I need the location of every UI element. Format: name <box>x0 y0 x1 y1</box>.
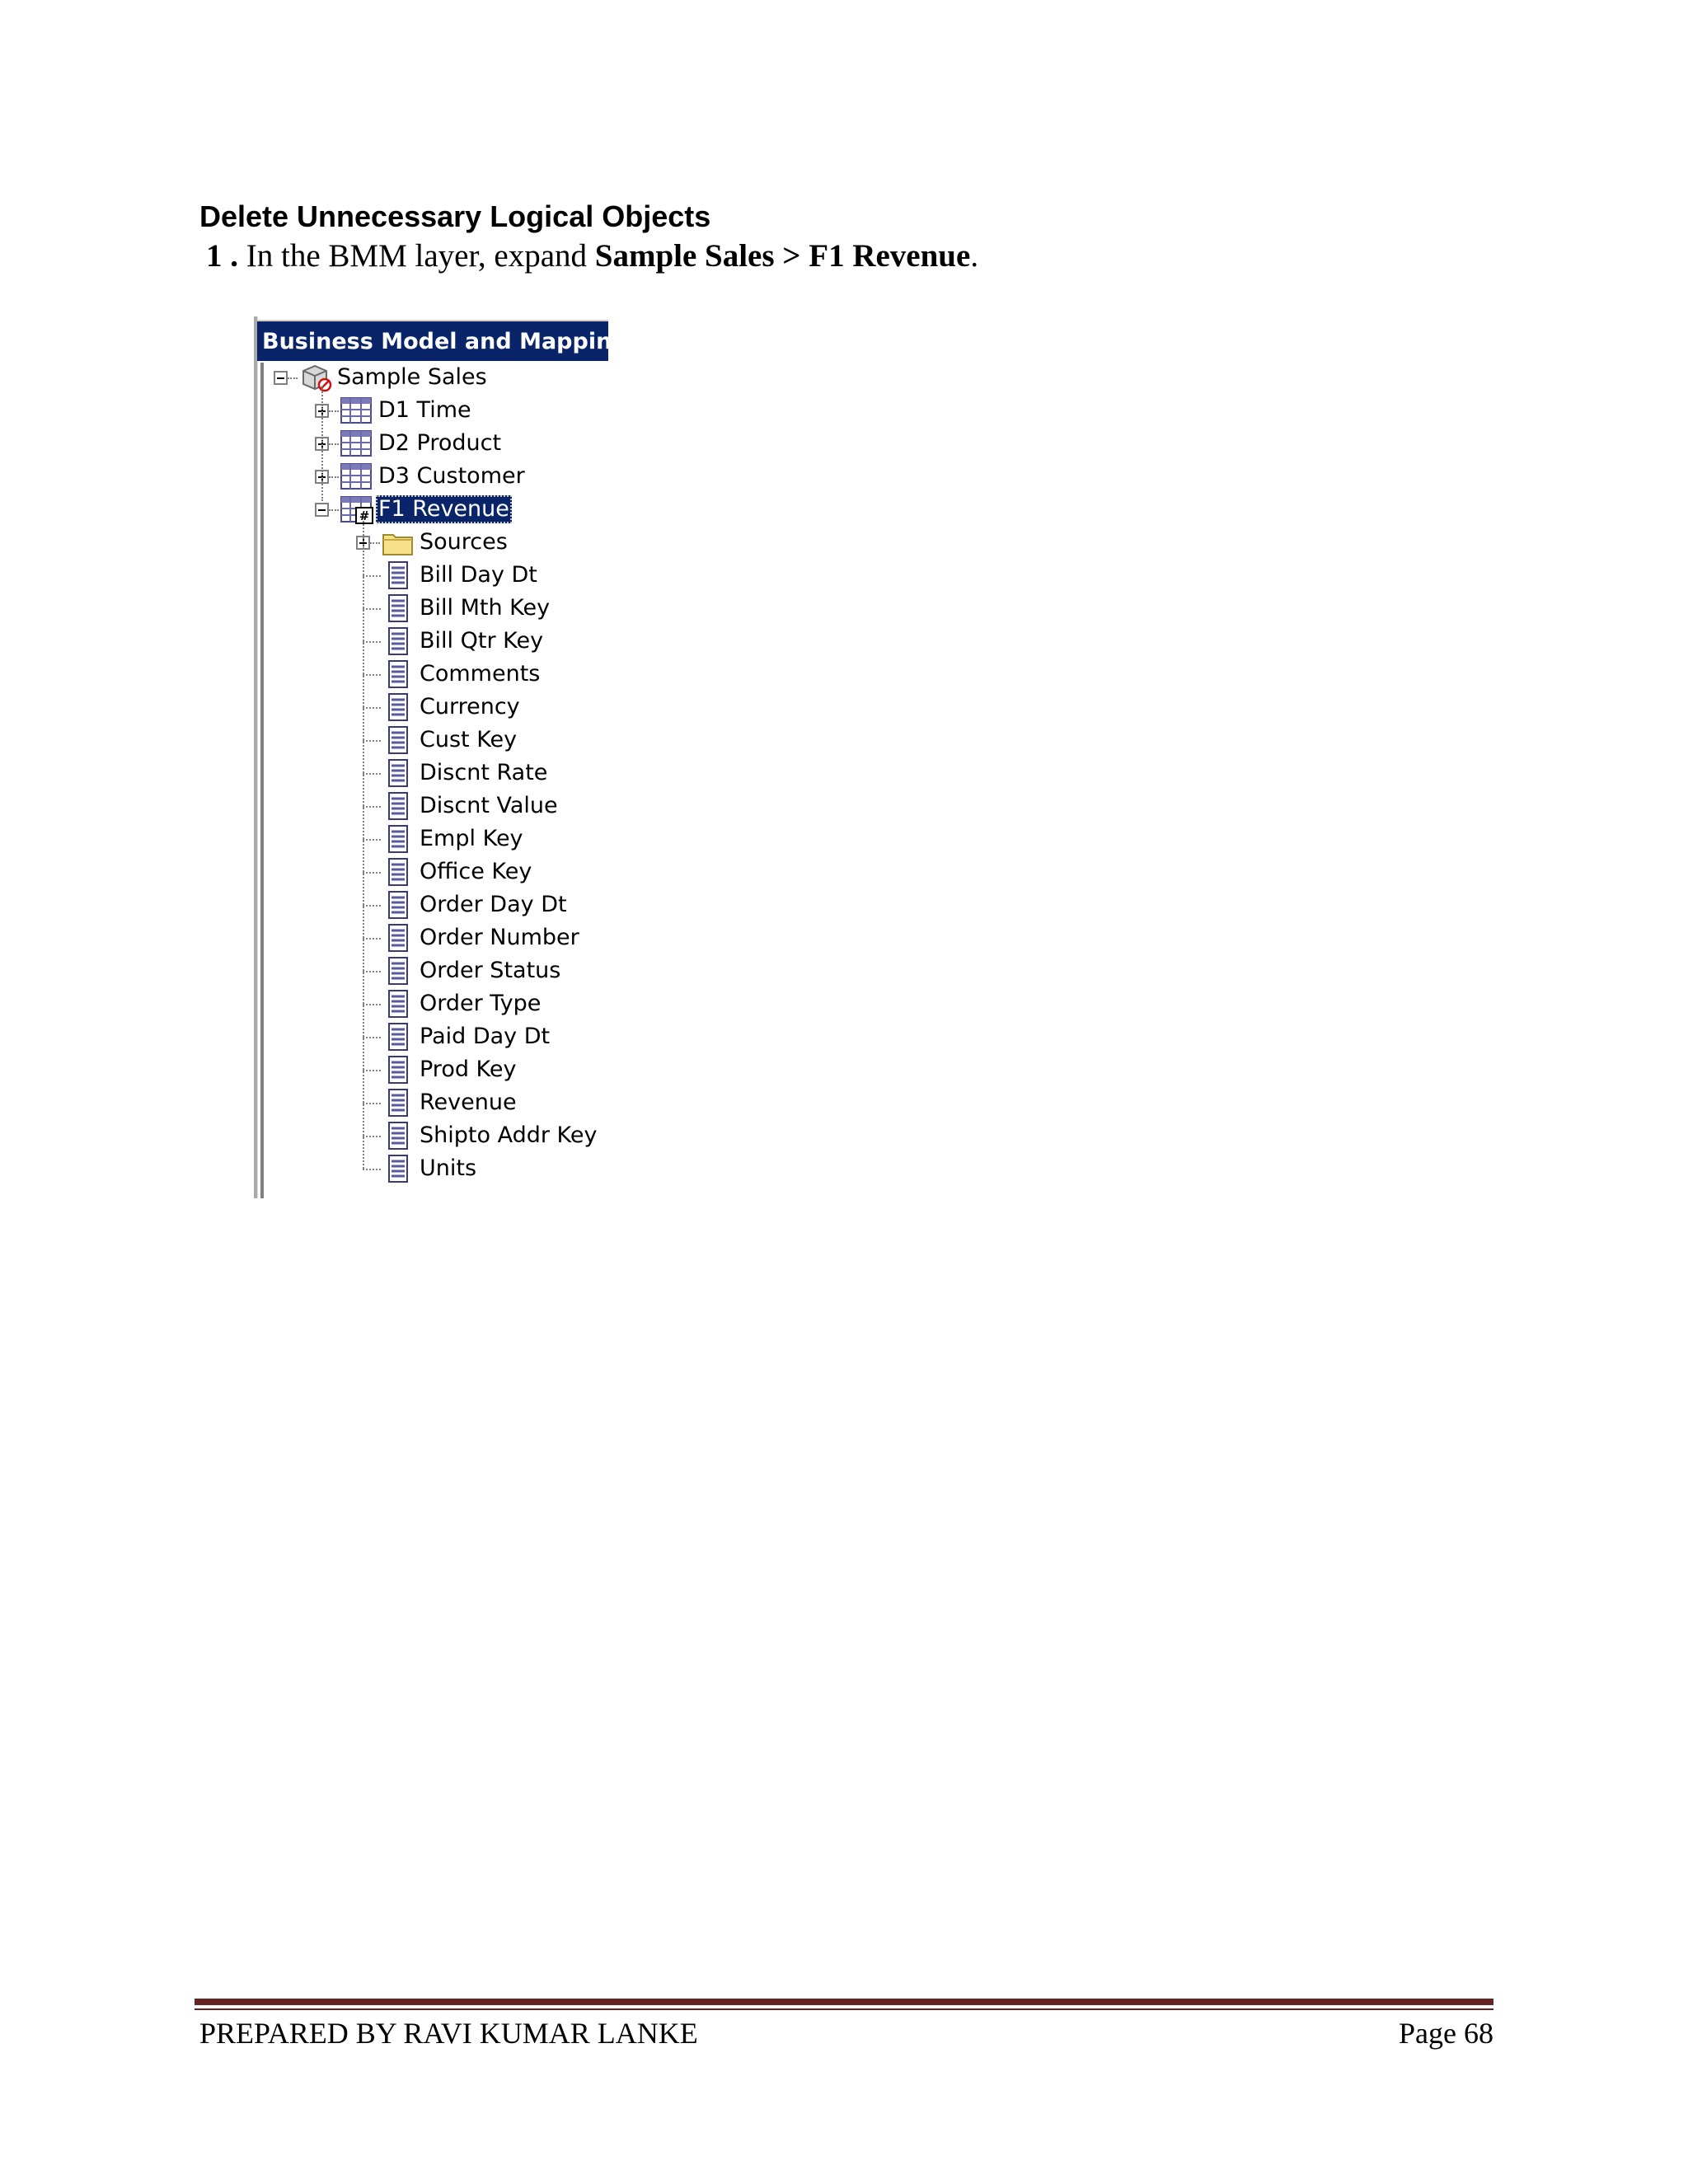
tree-connector <box>329 476 339 478</box>
column-icon <box>381 692 415 726</box>
tree-connector <box>363 707 381 709</box>
logical-table-icon <box>340 396 374 429</box>
column-icon <box>381 890 415 924</box>
tree-node-column[interactable] <box>417 724 519 757</box>
folder-icon <box>381 527 415 561</box>
tree-connector <box>363 740 381 742</box>
tree-node-label: Bill Day Dt <box>420 562 537 588</box>
tree-connector <box>363 608 381 610</box>
tree-node-label: Order Number <box>420 925 579 950</box>
tree-node-label: Discnt Rate <box>420 760 548 785</box>
tree-connector <box>329 443 339 445</box>
tree-node-column[interactable] <box>417 823 526 855</box>
tree-node-label: Revenue <box>420 1090 517 1115</box>
tree-node-label: Shipto Addr Key <box>420 1122 598 1148</box>
column-icon <box>381 1022 415 1056</box>
column-icon <box>381 857 415 891</box>
tree-connector <box>329 410 339 412</box>
column-icon <box>381 1121 415 1155</box>
tree-node-column[interactable] <box>417 625 546 658</box>
tree-node-label: Prod Key <box>420 1057 517 1082</box>
tree-node-sample-sales[interactable] <box>335 361 490 394</box>
tree-node-column[interactable] <box>417 790 560 823</box>
tree-left-border <box>260 363 264 1198</box>
tree-node-column[interactable] <box>417 1086 519 1119</box>
column-icon <box>381 1154 415 1188</box>
tree-node-column[interactable] <box>417 888 570 921</box>
column-icon <box>381 1055 415 1089</box>
step-number: 1 . <box>206 238 238 274</box>
column-icon <box>381 659 415 693</box>
collapse-toggle[interactable] <box>315 503 329 517</box>
tree-node-label: Paid Day Dt <box>420 1024 551 1049</box>
tree-connector <box>363 1004 381 1005</box>
tree-connector <box>363 674 381 676</box>
tree-node-label: D2 Product <box>378 430 502 456</box>
column-icon <box>381 989 415 1023</box>
tree-connector <box>363 575 381 577</box>
collapse-toggle[interactable] <box>274 371 288 385</box>
footer-author: PREPARED BY RAVI KUMAR LANKE <box>199 2017 698 2050</box>
tree-connector <box>363 806 381 808</box>
column-icon <box>381 923 415 957</box>
tree-connector <box>370 542 380 544</box>
tree-connector <box>363 971 381 972</box>
tree-connector <box>329 509 339 511</box>
tree-node-label: Sample Sales <box>337 364 487 390</box>
tree-node-label: Bill Qtr Key <box>420 628 544 654</box>
tree-node-column[interactable] <box>417 855 534 888</box>
panel-frame <box>254 316 258 1198</box>
section-heading: Delete Unnecessary Logical Objects <box>199 199 711 233</box>
tree-node-label: Units <box>420 1155 477 1181</box>
tree-node-column[interactable] <box>417 559 540 592</box>
column-icon <box>381 956 415 990</box>
tree-node-column[interactable] <box>417 1119 600 1152</box>
tree-node-label: F1 Revenue <box>376 495 512 523</box>
tree-node-column[interactable] <box>417 1152 479 1185</box>
step-text: In the BMM layer, expand <box>246 238 588 274</box>
tree-node-label: Comments <box>420 661 541 687</box>
column-icon <box>381 560 415 594</box>
tree-connector <box>288 377 298 379</box>
tree-connector <box>363 872 381 874</box>
tree-node-label: Empl Key <box>420 826 523 851</box>
column-icon <box>381 791 415 825</box>
tree-node-column[interactable] <box>417 1020 552 1053</box>
column-icon <box>381 758 415 792</box>
footer-rule-thin <box>195 2008 1493 2010</box>
tree-connector <box>363 905 381 907</box>
tree-connector <box>363 1037 381 1038</box>
step-text-end: . <box>970 238 979 274</box>
tree-node-column[interactable] <box>417 757 550 790</box>
tree-node-column[interactable] <box>417 987 543 1020</box>
column-icon <box>381 626 415 660</box>
tree-node-column[interactable] <box>417 1053 519 1086</box>
tree-connector <box>363 1070 381 1071</box>
tree-connector <box>363 518 364 1169</box>
column-icon <box>381 593 415 627</box>
panel-title-bar: Business Model and Mapping <box>257 320 608 361</box>
tree-node-column[interactable] <box>417 592 552 625</box>
step-1 <box>206 237 978 274</box>
tree-node-label: Sources <box>420 529 508 555</box>
tree-connector <box>363 1103 381 1104</box>
svg-text:#: # <box>359 509 370 523</box>
tree-node-column[interactable] <box>417 954 563 987</box>
tree-node-label: Order Type <box>420 991 542 1016</box>
column-icon <box>381 725 415 759</box>
tree-connector <box>363 1169 381 1170</box>
tree-node-label: Currency <box>420 694 520 719</box>
tree-node-d2-product[interactable] <box>376 427 504 460</box>
tree-node-label: Order Day Dt <box>420 892 567 917</box>
tree-node-label: D1 Time <box>378 397 471 423</box>
tree-node-label: Cust Key <box>420 727 518 752</box>
tree-connector <box>363 641 381 643</box>
tree-node-label: Discnt Value <box>420 793 558 818</box>
tree-node-label: D3 Customer <box>378 463 525 489</box>
tree-node-column[interactable] <box>417 921 582 954</box>
fact-table-icon <box>340 494 374 528</box>
tree-node-column[interactable] <box>417 691 523 724</box>
column-icon <box>381 824 415 858</box>
tree-node-d3-customer[interactable] <box>376 460 528 493</box>
tree-connector <box>363 839 381 841</box>
column-icon <box>381 1088 415 1122</box>
step-bold-path: Sample Sales > F1 Revenue <box>594 238 971 274</box>
logical-table-icon <box>340 429 374 462</box>
tree-node-f1-revenue[interactable] <box>376 493 512 526</box>
tree-node-sources[interactable] <box>417 526 510 559</box>
business-model-icon <box>298 363 333 396</box>
tree-connector <box>321 386 323 501</box>
tree-node-d1-time[interactable] <box>376 394 474 427</box>
footer-page-number: Page 68 <box>1399 2017 1493 2050</box>
tree-connector <box>363 938 381 940</box>
tree-node-label: Order Status <box>420 958 561 983</box>
footer-rule <box>195 1999 1493 2005</box>
tree-node-column[interactable] <box>417 658 542 691</box>
tree-node-label: Office Key <box>420 859 532 884</box>
logical-table-icon <box>340 462 374 495</box>
tree-connector <box>363 1136 381 1137</box>
tree-connector <box>363 773 381 775</box>
tree-node-label: Bill Mth Key <box>420 595 551 621</box>
